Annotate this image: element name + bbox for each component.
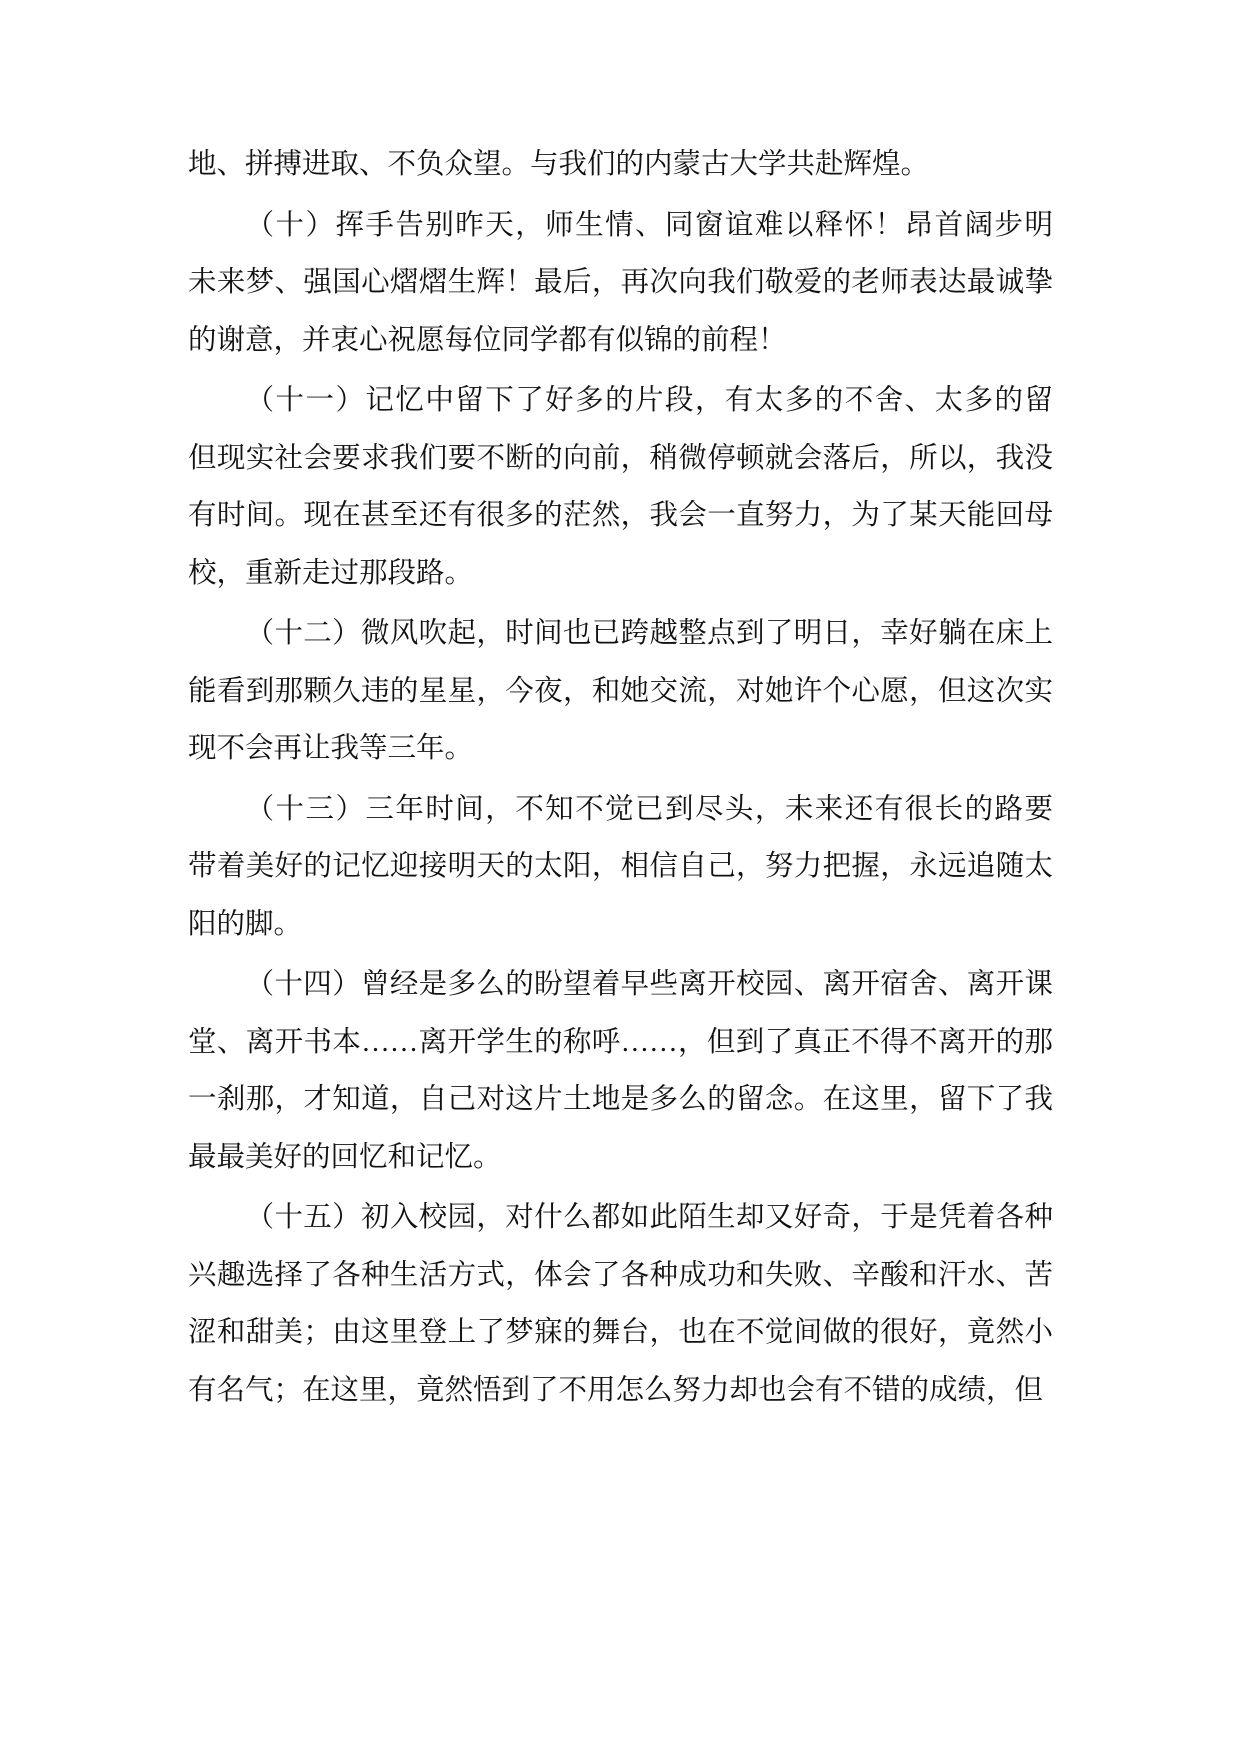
text-line: 的谢意，并衷心祝愿每位同学都有似锦的前程！ [188,324,787,356]
text-line: （十四）曾经是多么的盼望着早些离开校园、离开宿舍、离开课 [245,969,1053,1000]
text-line: 有名气；在这里，竟然悟到了不用怎么努力却也会有不错的成绩，但 [188,1374,1044,1406]
text-line: 校，重新走过那段路。 [188,557,474,589]
paragraph [188,1189,1053,1419]
body-text [188,136,1053,1419]
paragraph [188,197,1053,370]
continued-paragraph [188,136,1053,194]
text-line: 未来梦、强国心熠熠生辉！最后，再次向我们敬爱的老师表达最诚挚 [188,267,1053,298]
text-line: （十三）三年时间，不知不觉已到尽头，未来还有很长的路要 [245,793,1053,825]
paragraph [188,781,1053,954]
text-line: 堂、离开书本……离开学生的称呼……，但到了真正不得不离开的那 [188,1026,1053,1058]
text-line: 现不会再让我等三年。 [188,733,474,764]
text-line: 带着美好的记忆迎接明天的太阳，相信自己，努力把握，永远追随太 [188,851,1053,882]
text-line: （十二）微风吹起，时间也已跨越整点到了明日，幸好躺在床上 [245,618,1053,649]
paragraph [188,956,1053,1186]
paragraph [188,605,1053,778]
text-line: 一刹那，才知道，自己对这片土地是多么的留念。在这里，留下了我 [188,1084,1053,1115]
text-line: 兴趣选择了各种生活方式，体会了各种成功和失败、辛酸和汗水、苦 [188,1259,1053,1291]
text-line: （十）挥手告别昨天，师生情、同窗谊难以释怀！昂首阔步明 [245,209,1053,241]
text-line: 有时间。现在甚至还有很多的茫然，我会一直努力，为了某天能回母 [188,500,1053,531]
text-line: 地、拼搏进取、不负众望。与我们的内蒙古大学共赴辉煌。 [188,149,930,180]
text-line: 但现实社会要求我们要不断的向前，稍微停顿就会落后，所以，我没 [188,442,1053,474]
text-line: （十一）记忆中留下了好多的片段，有太多的不舍、太多的留 [245,385,1053,416]
text-line: 涩和甜美；由这里登上了梦寐的舞台，也在不觉间做的很好，竟然小 [188,1317,1053,1348]
text-line: 能看到那颗久违的星星，今夜，和她交流，对她许个心愿，但这次实 [188,675,1053,707]
text-line: （十五）初入校园，对什么都如此陌生却又好奇，于是凭着各种 [245,1202,1053,1233]
text-line: 阳的脚。 [188,908,303,940]
paragraph [188,372,1053,602]
text-line: 最最美好的回忆和记忆。 [188,1141,502,1173]
